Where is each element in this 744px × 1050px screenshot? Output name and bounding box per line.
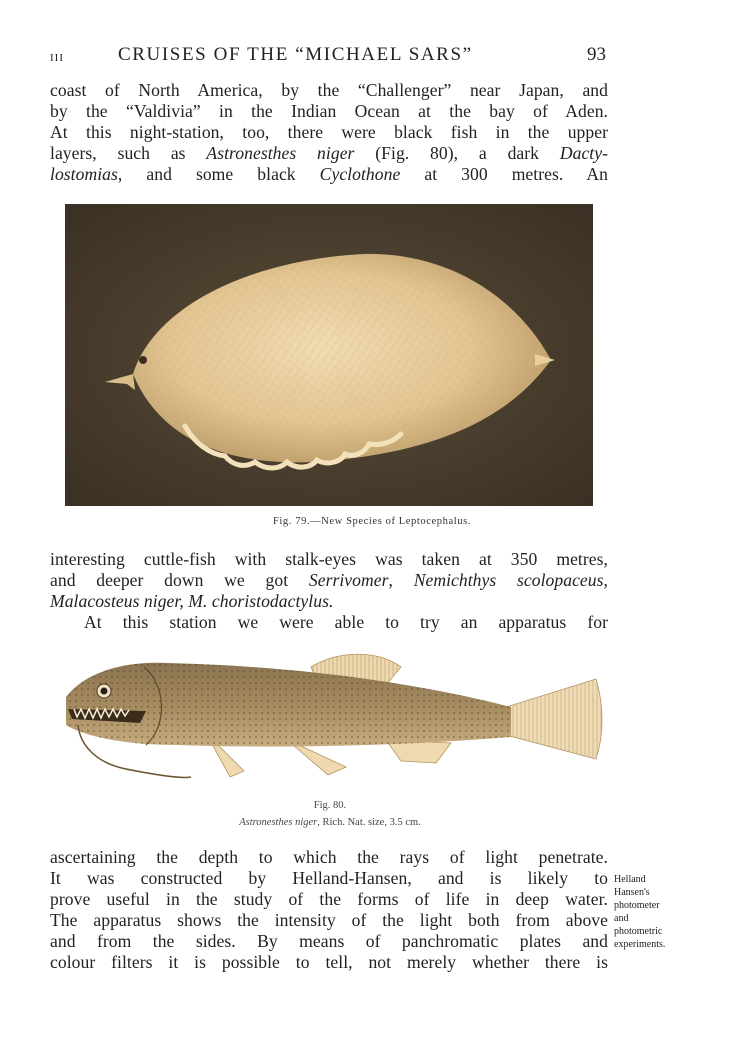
figure-79-caption: Fig. 79.—New Species of Leptocephalus. bbox=[272, 516, 472, 527]
figure-80-caption: Astronesthes niger, Rich. Nat. size, 3.5 cm. bbox=[239, 817, 421, 828]
text-line: prove useful in the study of the forms of life in deep water. bbox=[50, 889, 608, 909]
species-name: Astronesthes niger bbox=[206, 143, 355, 163]
species-name: Malacosteus niger, M. choristodactylus. bbox=[50, 591, 334, 611]
text-line: colour filters it is possible to tell, not merely whether there is bbox=[50, 952, 608, 972]
figure-80-astronesthes-illustration bbox=[56, 645, 608, 795]
running-head bbox=[50, 44, 606, 70]
paragraph-1 bbox=[50, 80, 608, 185]
running-title: CRUISES OF THE “MICHAEL SARS” bbox=[118, 44, 473, 65]
species-name: Cyclothone bbox=[319, 164, 401, 184]
species-name: Astronesthes niger bbox=[239, 817, 318, 828]
paragraph-3 bbox=[50, 847, 608, 973]
text-line: At this station we were able to try an apparatus for bbox=[84, 612, 608, 632]
text-line: The apparatus shows the intensity of the light both from above bbox=[50, 910, 608, 930]
species-name: Nemichthys scolopaceus bbox=[413, 570, 604, 590]
figure-79-leptocephalus-photo bbox=[65, 204, 593, 506]
chapter-number: III bbox=[50, 52, 64, 64]
text-line: lostomias, and some black Cyclothone at 300 metres. An bbox=[50, 164, 608, 184]
paragraph-2 bbox=[50, 549, 608, 633]
text-line: by the “Valdivia” in the Indian Ocean at the bay of Aden. bbox=[50, 101, 608, 121]
species-name: lostomias bbox=[50, 164, 118, 184]
text-line: layers, such as Astronesthes niger (Fig. 80), a dark Dacty- bbox=[50, 143, 609, 163]
text-line bbox=[50, 591, 608, 612]
page-number: 93 bbox=[587, 44, 606, 65]
text-line: and from the sides. By means of panchromatic plates and bbox=[50, 931, 608, 951]
species-name: Dacty- bbox=[559, 143, 609, 163]
text-line: At this night-station, too, there were black fish in the upper bbox=[50, 122, 608, 142]
text-line: ascertaining the depth to which the rays of light penetrate. bbox=[50, 847, 608, 867]
text-line: and deeper down we got Serrivomer, Nemichthys scolopaceus, bbox=[50, 570, 608, 590]
figure-80-caption-number: Fig. 80. bbox=[313, 800, 347, 811]
text-line: coast of North America, by the “Challenger” near Japan, and bbox=[50, 80, 608, 100]
text-line: It was constructed by Helland-Hansen, and is likely to bbox=[50, 868, 608, 888]
species-name: Serrivomer bbox=[308, 570, 389, 590]
text-line: interesting cuttle-fish with stalk-eyes was taken at 350 metres, bbox=[50, 549, 608, 569]
margin-note: Helland Hansen's photometer and photometric experiments. bbox=[614, 874, 666, 950]
